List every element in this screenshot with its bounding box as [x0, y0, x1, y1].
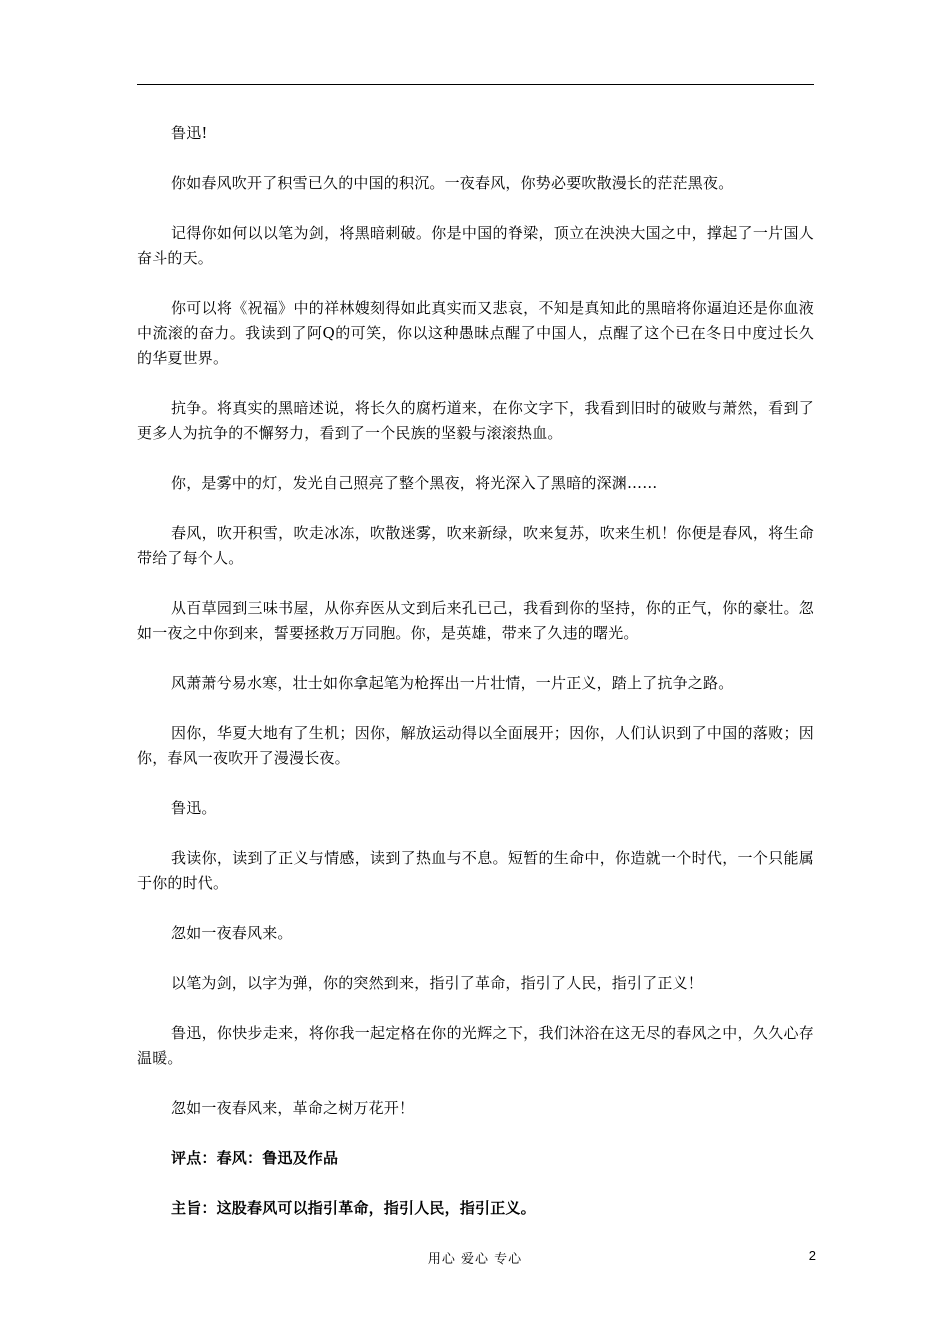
paragraph: 以笔为剑，以字为弹，你的突然到来，指引了革命，指引了人民，指引了正义！	[171, 974, 704, 992]
paragraph: 风萧萧兮易水寒，壮士如你拿起笔为枪挥出一片壮情，一片正义，踏上了抗争之路。	[171, 674, 734, 692]
page-number: 2	[808, 1248, 816, 1263]
paragraph: 我读你，读到了正义与情感，读到了热血与不息。短暂的生命中，你造就一个时代，一个只能属于你的时代。	[137, 849, 814, 892]
paragraph: 抗争。将真实的黑暗述说，将长久的腐朽道来，在你文字下，我看到旧时的破败与萧然，看到了更多人为抗争的不懈努力，看到了一个民族的坚毅与滚滚热血。	[137, 399, 814, 442]
commentary-paragraph: 评点：春风：鲁迅及作品	[171, 1149, 339, 1167]
paragraph: 春风，吹开积雪，吹走冰冻，吹散迷雾，吹来新绿，吹来复苏，吹来生机！你便是春风，将生命带给了每个人。	[137, 524, 814, 567]
paragraph: 鲁迅!	[171, 124, 208, 142]
paragraph: 忽如一夜春风来，革命之树万花开！	[171, 1099, 415, 1117]
header-rule	[137, 84, 814, 85]
paragraph: 因你，华夏大地有了生机；因你，解放运动得以全面展开；因你，人们认识到了中国的落败；因你，春风一夜吹开了漫漫长夜。	[137, 724, 814, 767]
paragraph: 忽如一夜春风来。	[171, 924, 293, 942]
paragraph: 从百草园到三味书屋，从你弃医从文到后来孔已己，我看到你的坚持，你的正气，你的豪壮。忽如一夜之中你到来，誓要拯救万万同胞。你，是英雄，带来了久违的曙光。	[137, 599, 814, 642]
paragraph: 你如春风吹开了积雪已久的中国的积沉。一夜春风，你势必要吹散漫长的茫茫黑夜。	[171, 174, 734, 192]
paragraph: 鲁迅。	[171, 799, 217, 817]
theme-paragraph: 主旨：这股春风可以指引革命，指引人民，指引正义。	[171, 1199, 536, 1217]
document-body	[137, 121, 814, 1246]
paragraph: 记得你如何以以笔为剑，将黑暗刺破。你是中国的脊梁，顶立在泱泱大国之中，撑起了一片国人奋斗的天。	[137, 224, 814, 267]
paragraph: 鲁迅，你快步走来，将你我一起定格在你的光辉之下，我们沐浴在这无尽的春风之中，久久心存温暖。	[137, 1024, 814, 1067]
paragraph: 你可以将《祝福》中的祥林嫂刻得如此真实而又悲哀，不知是真知此的黑暗将你逼迫还是你血液中流滚的奋力。我读到了阿Q的可笑，你以这种愚昧点醒了中国人，点醒了这个已在冬日中度过长久的华夏世界。	[137, 299, 814, 367]
footer-text: 用心 爱心 专心	[427, 1252, 523, 1267]
paragraph: 你，是雾中的灯，发光自己照亮了整个黑夜，将光深入了黑暗的深渊……	[171, 474, 658, 492]
